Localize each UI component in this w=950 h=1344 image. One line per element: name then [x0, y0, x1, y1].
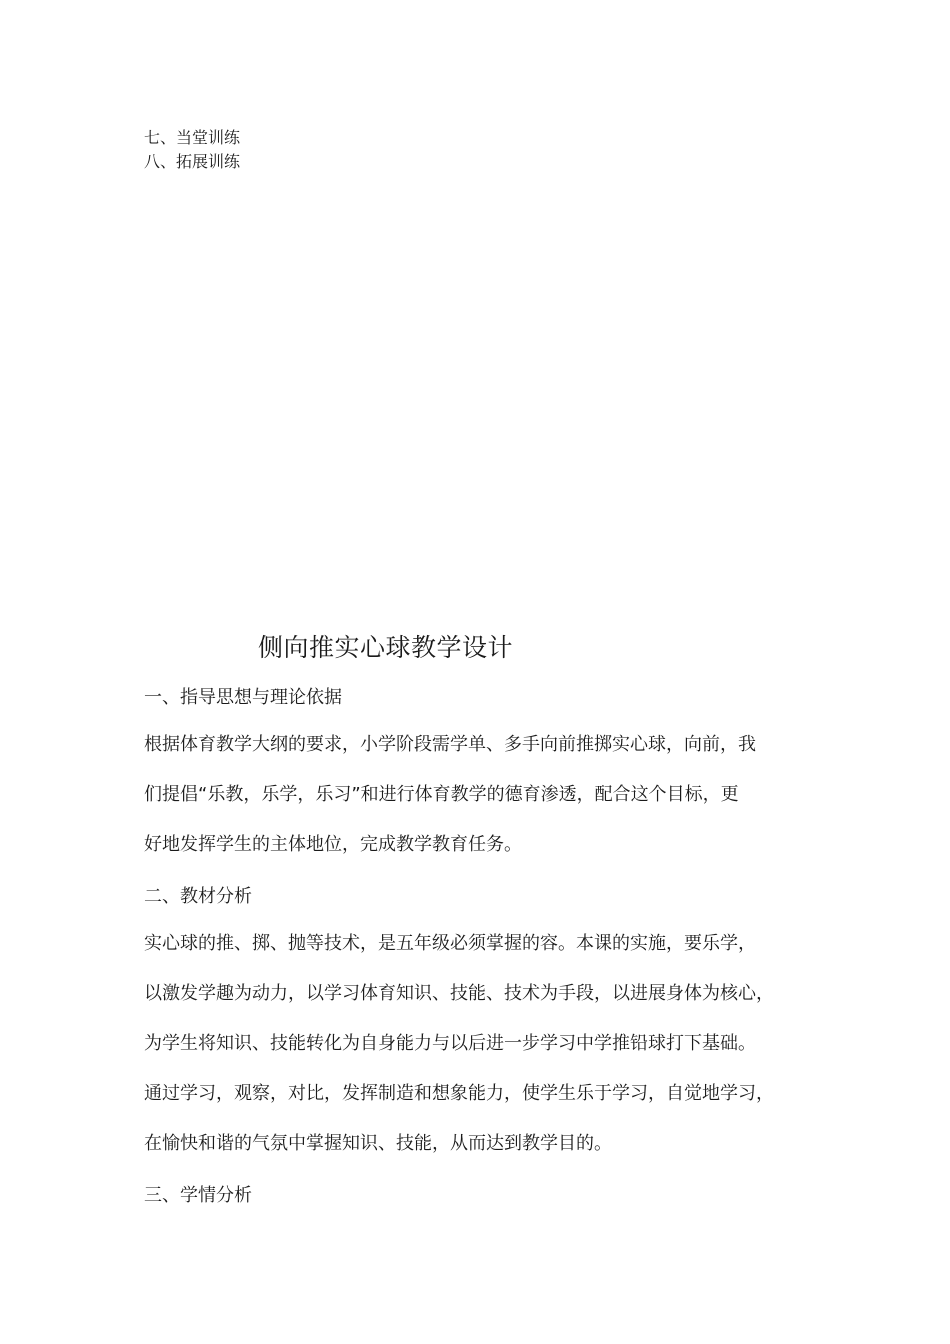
section-paragraph: [144, 919, 824, 1169]
paragraph-line: 通过学习，观察，对比，发挥制造和想象能力，使学生乐于学习，自觉地学习，: [144, 1083, 774, 1104]
outline-item-7: 七、当堂训练: [144, 128, 241, 147]
section-heading: 二、教材分析: [144, 886, 252, 907]
section-heading: 一、指导思想与理论依据: [144, 687, 342, 708]
section-heading: 三、学情分析: [144, 1185, 252, 1206]
outline-list: [144, 126, 240, 174]
paragraph-line: 根据体育教学大纲的要求，小学阶段需学单、多手向前推掷实心球，向前，我: [144, 734, 756, 755]
section-guiding-thought: [144, 684, 824, 870]
paragraph-line: 以激发学趣为动力，以学习体育知识、技能、技术为手段，以进展身体为核心，: [144, 983, 774, 1004]
document-title: 侧向推实心球教学设计: [258, 633, 514, 662]
paragraph-line: 实心球的推、掷、抛等技术，是五年级必须掌握的容。本课的实施，要乐学，: [144, 933, 756, 954]
section-paragraph: [144, 720, 824, 870]
paragraph-line: 在愉快和谐的气氛中掌握知识、技能，从而达到教学目的。: [144, 1133, 612, 1154]
section-learner-analysis: [144, 1182, 824, 1210]
paragraph-line: 为学生将知识、技能转化为自身能力与以后进一步学习中学推铅球打下基础。: [144, 1033, 756, 1054]
section-textbook-analysis: [144, 883, 824, 1169]
paragraph-line: 好地发挥学生的主体地位，完成教学教育任务。: [144, 834, 522, 855]
paragraph-line: 们提倡“乐教，乐学，乐习”和进行体育教学的德育渗透，配合这个目标，更: [144, 784, 739, 805]
outline-item-8: 八、拓展训练: [144, 152, 241, 171]
